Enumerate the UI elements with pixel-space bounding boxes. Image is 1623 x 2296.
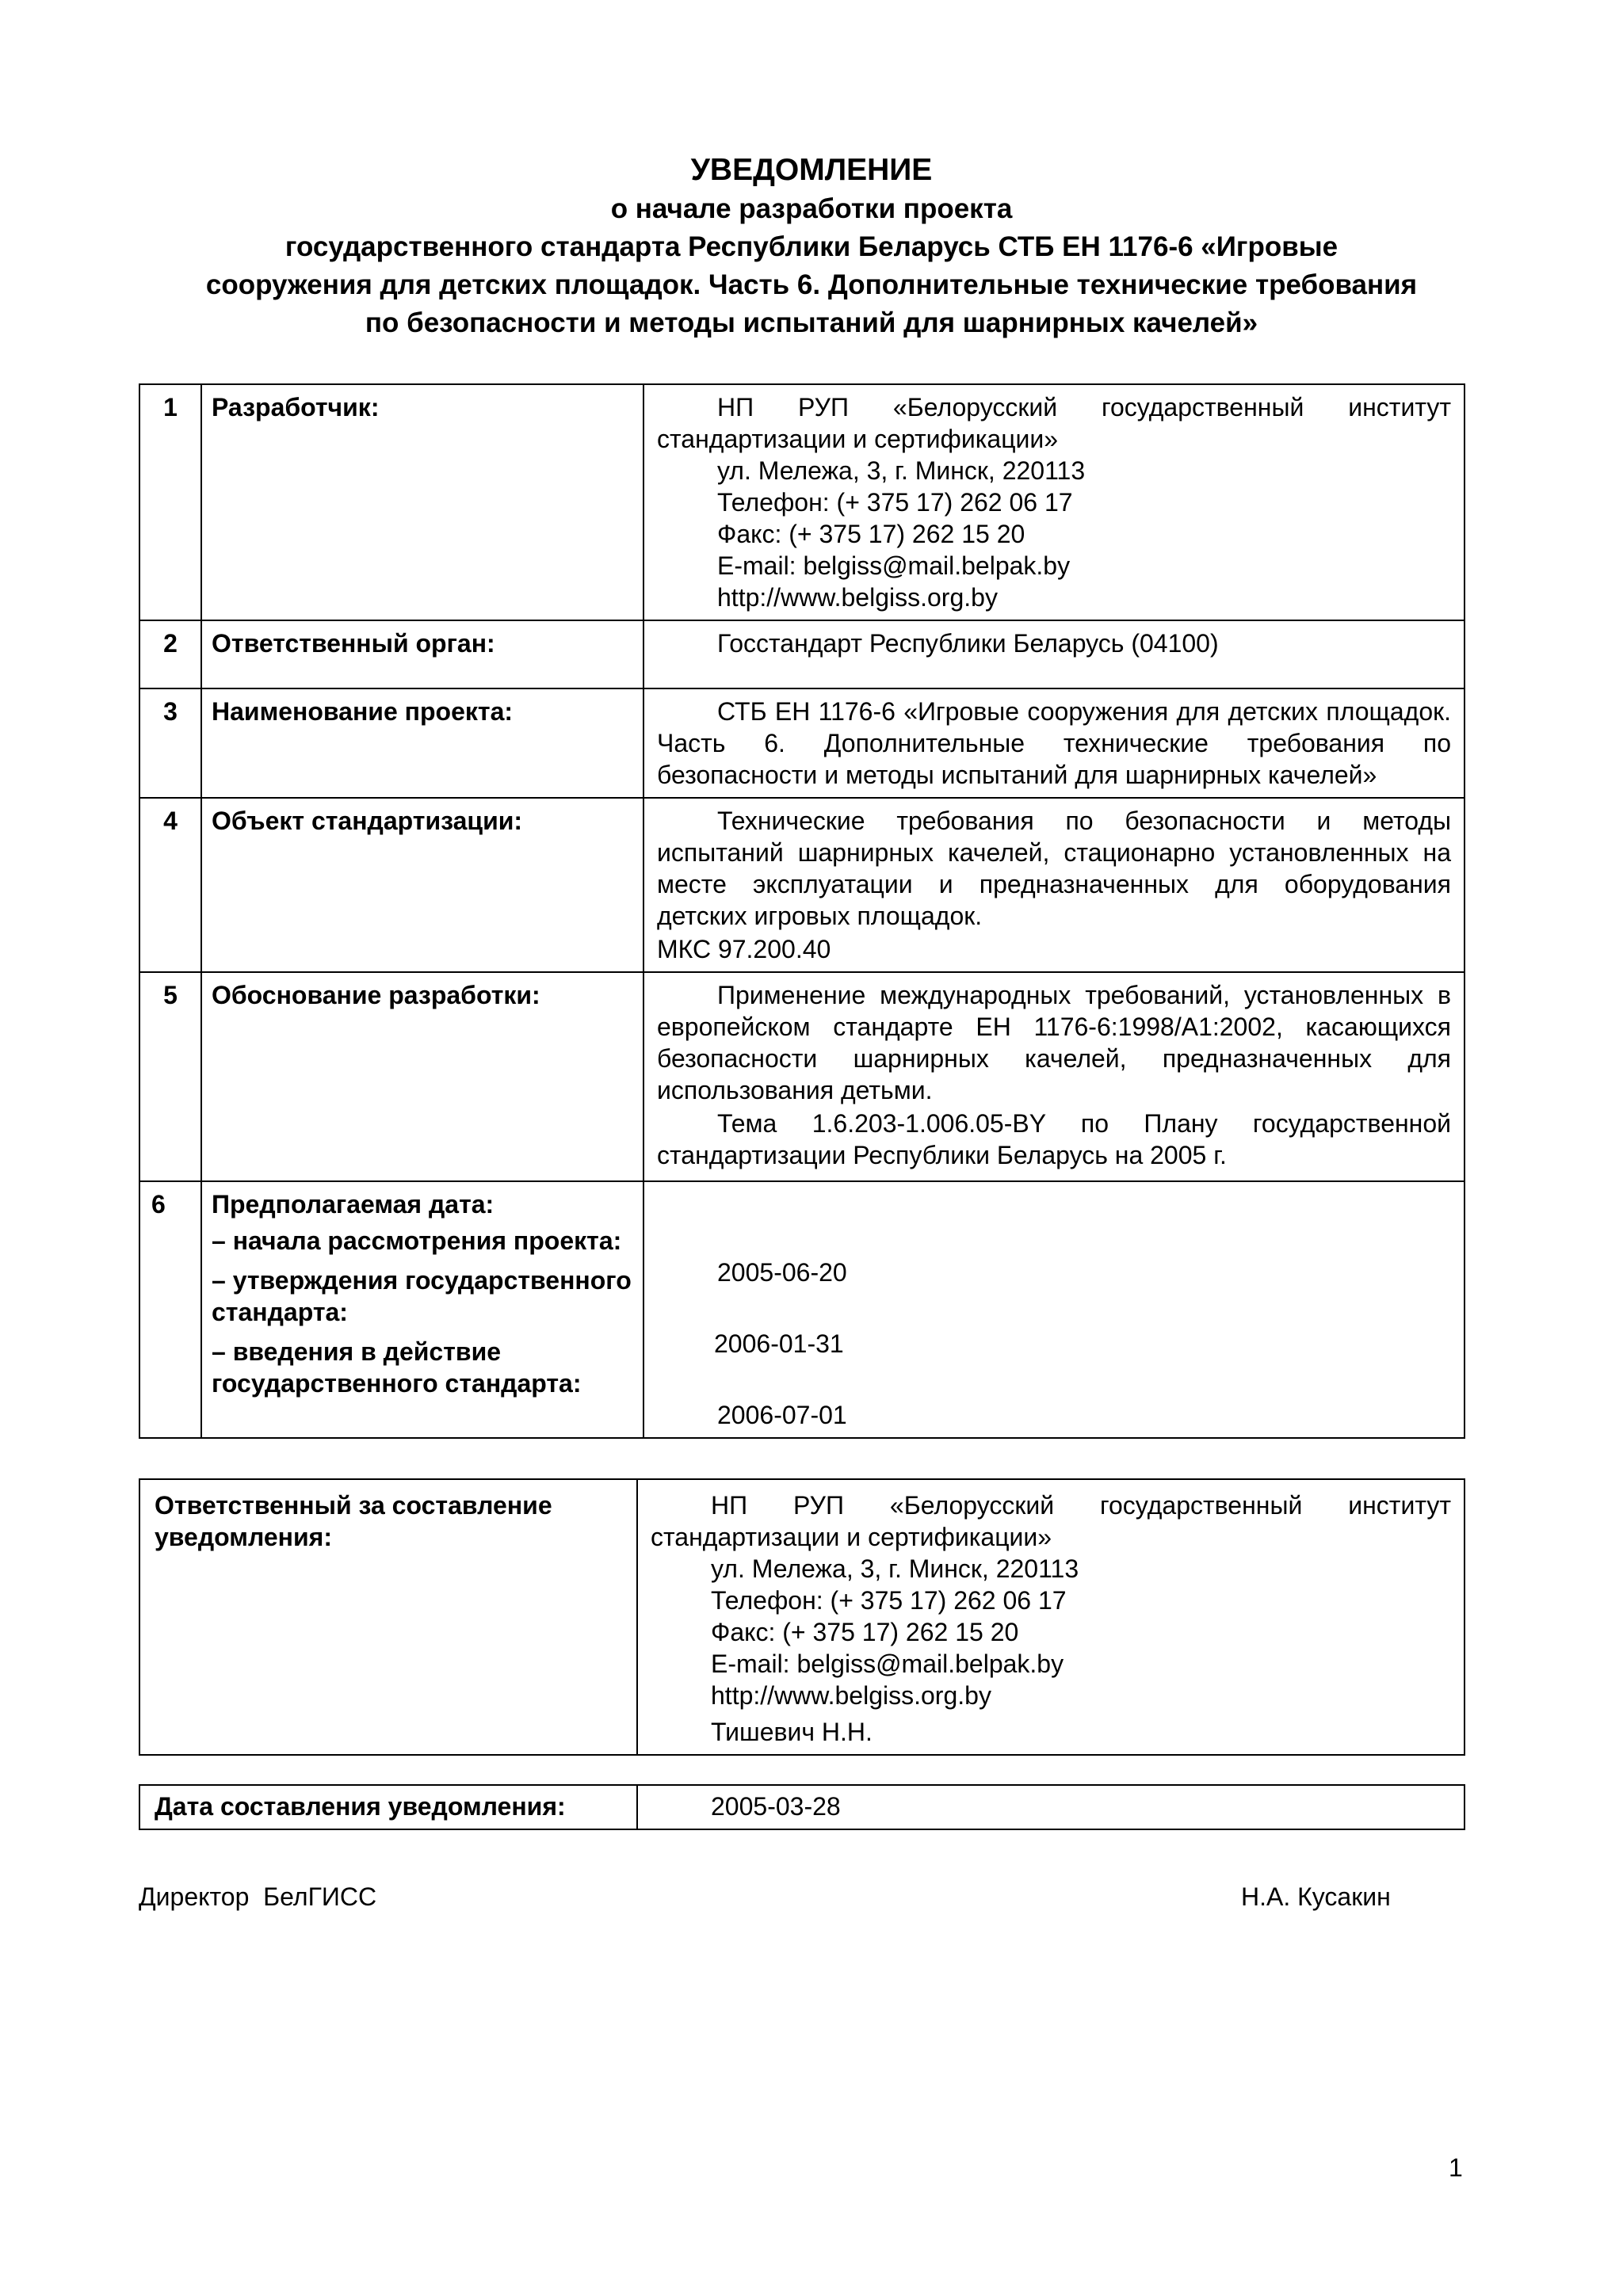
developer-email: E-mail: belgiss@mail.belpak.by xyxy=(717,551,1071,580)
compile-date-label: Дата составления уведомления: xyxy=(139,1785,637,1829)
responsible-body: Госстандарт Республики Беларусь (04100) xyxy=(717,629,1219,658)
title-line-1: о начале разработки проекта xyxy=(610,193,1013,224)
row-number: 5 xyxy=(139,972,201,1181)
enactment-date: 2006-07-01 xyxy=(717,1401,847,1429)
row-label: Наименование проекта: xyxy=(201,688,643,798)
compiler-site: http://www.belgiss.org.by xyxy=(711,1681,991,1710)
row-label: Обоснование разработки: xyxy=(201,972,643,1181)
approval-label: – утверждения государственного стандарта: xyxy=(212,1266,632,1326)
title-line-4: по безопасности и методы испытаний для шарнирных качелей» xyxy=(365,307,1258,338)
compiler-org: НП РУП «Белорусский государственный институт стандартизации и сертификации» xyxy=(651,1491,1451,1551)
developer-site: http://www.belgiss.org.by xyxy=(717,583,998,612)
row-number: 4 xyxy=(139,798,201,972)
compiler-label: Ответственный за составление уведомления: xyxy=(139,1479,637,1755)
developer-phone: Телефон: (+ 375 17) 262 06 17 xyxy=(717,488,1073,517)
developer-address: ул. Мележа, 3, г. Минск, 220113 xyxy=(717,456,1086,485)
title-line-2: государственного стандарта Республики Беларусь СТБ ЕН 1176-6 «Игровые xyxy=(285,231,1338,262)
review-start-date: 2005-06-20 xyxy=(717,1258,847,1287)
row-number: 6 xyxy=(139,1181,201,1438)
director-position: Директор БелГИСС xyxy=(139,1882,377,1911)
document-title xyxy=(0,151,1623,342)
compiler-person: Тишевич Н.Н. xyxy=(711,1718,873,1746)
table-row xyxy=(139,688,1465,798)
development-theme: Тема 1.6.203-1.006.05-BY по Плану государственной стандартизации Республики Беларусь на 2005 г. xyxy=(657,1109,1451,1169)
compiler-phone: Телефон: (+ 375 17) 262 06 17 xyxy=(711,1586,1067,1615)
table-row xyxy=(139,1785,1465,1829)
table-row xyxy=(139,620,1465,688)
developer-org: НП РУП «Белорусский государственный институт стандартизации и сертификации» xyxy=(657,393,1451,453)
table-row xyxy=(139,384,1465,620)
table-row xyxy=(139,798,1465,972)
compiler-table xyxy=(139,1478,1465,1756)
compile-date-value: 2005-03-28 xyxy=(711,1792,841,1821)
standardization-object: Технические требования по безопасности и методы испытаний шарнирных качелей, стационарно установленных на месте эксплуатации и предназначенных для оборудования детских игровых площадок. xyxy=(657,807,1451,930)
row-number: 3 xyxy=(139,688,201,798)
row-label: Предполагаемая дата: xyxy=(212,1190,495,1219)
compiler-address: ул. Мележа, 3, г. Минск, 220113 xyxy=(711,1554,1079,1583)
row-label: Ответственный орган: xyxy=(201,620,643,688)
director-name: Н.А. Кусакин xyxy=(1241,1882,1391,1911)
table-row xyxy=(139,1181,1465,1438)
row-number: 1 xyxy=(139,384,201,620)
project-name: СТБ ЕН 1176-6 «Игровые сооружения для детских площадок. Часть 6. Дополнительные технические требования по безопасности и методы испытаний для шарнирных качелей» xyxy=(657,697,1451,789)
developer-fax: Факс: (+ 375 17) 262 15 20 xyxy=(717,520,1025,548)
row-label: Разработчик: xyxy=(201,384,643,620)
notice-table xyxy=(139,383,1465,1439)
enactment-label: – введения в действие государственного стандарта: xyxy=(212,1337,582,1398)
development-rationale: Применение международных требований, установленных в европейском стандарте ЕН 1176-6:1998/А1:2002, касающихся безопасности шарнирных качелей, предназначенных для использования детьми. xyxy=(657,981,1451,1104)
compiler-fax: Факс: (+ 375 17) 262 15 20 xyxy=(711,1618,1019,1646)
review-start-label: – начала рассмотрения проекта: xyxy=(212,1226,622,1255)
table-row xyxy=(139,972,1465,1181)
title-heading: УВЕДОМЛЕНИЕ xyxy=(690,153,933,187)
mks-code: МКС 97.200.40 xyxy=(657,935,831,963)
page-number: 1 xyxy=(1449,2153,1463,2182)
approval-date: 2006-01-31 xyxy=(714,1329,844,1358)
title-line-3: сооружения для детских площадок. Часть 6. Дополнительные технические требования xyxy=(205,269,1418,300)
row-label: Объект стандартизации: xyxy=(201,798,643,972)
compiler-email: E-mail: belgiss@mail.belpak.by xyxy=(711,1650,1064,1678)
table-row xyxy=(139,1479,1465,1755)
date-table xyxy=(139,1784,1465,1830)
row-number: 2 xyxy=(139,620,201,688)
